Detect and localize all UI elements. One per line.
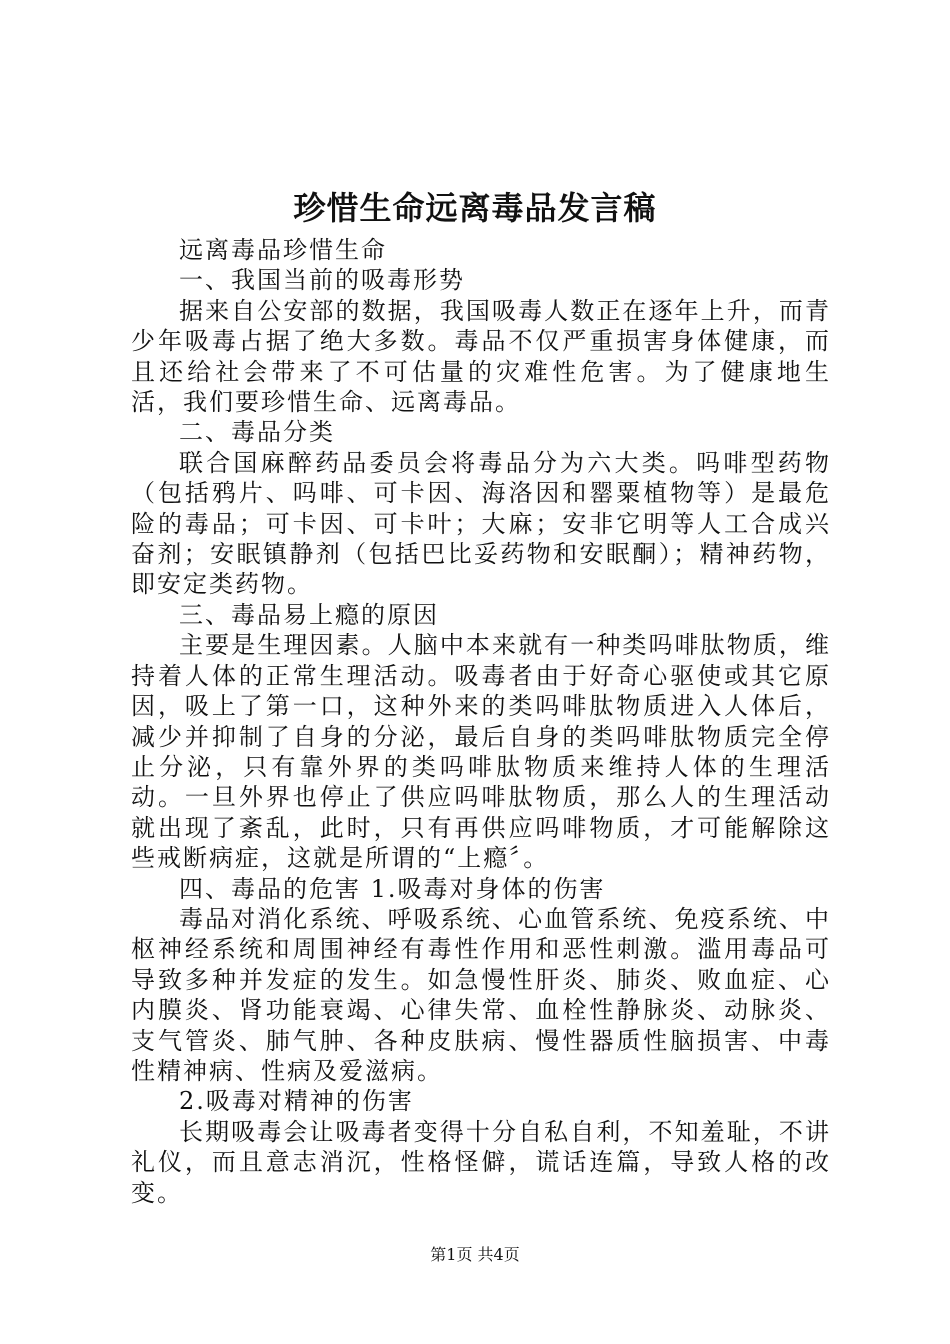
section-heading-4: 四、毒品的危害 1.吸毒对身体的伤害 [179, 874, 606, 903]
section-heading-2: 二、毒品分类 [179, 418, 335, 447]
document-body [131, 235, 831, 1208]
paragraph: 长期吸毒会让吸毒者变得十分自私自利，不知羞耻，不讲礼仪，而且意志消沉，性格怪僻，谎话连篇，导致人格的改变。 [131, 1117, 831, 1207]
subsection-heading: 2.吸毒对精神的伤害 [179, 1087, 414, 1116]
section-heading-3: 三、毒品易上瘾的原因 [179, 600, 439, 629]
section-heading-1: 一、我国当前的吸毒形势 [179, 266, 465, 295]
paragraph: 联合国麻醉药品委员会将毒品分为六大类。吗啡型药物（包括鸦片、吗啡、可卡因、海洛因和罂粟植物等）是最危险的毒品；可卡因、可卡叶；大麻；安非它明等人工合成兴奋剂；安眠镇静剂（包括巴比妥药物和安眠酮）；精神药物，即安定类药物。 [131, 448, 831, 599]
document-title: 珍惜生命远离毒品发言稿 [293, 189, 657, 227]
paragraph: 主要是生理因素。人脑中本来就有一种类吗啡肽物质，维持着人体的正常生理活动。吸毒者由于好奇心驱使或其它原因，吸上了第一口，这种外来的类吗啡肽物质进入人体后，减少并抑制了自身的分泌，最后自身的类吗啡肽物质完全停止分泌，只有靠外界的类吗啡肽物质来维持人体的生理活动。一旦外界也停止了供应吗啡肽物质，那么人的生理活动就出现了紊乱，此时，只有再供应吗啡物质，才可能解除这些戒断病症，这就是所谓的“上瘾〞。 [131, 631, 831, 873]
paragraph: 据来自公安部的数据，我国吸毒人数正在逐年上升，而青少年吸毒占据了绝大多数。毒品不仅严重损害身体健康，而且还给社会带来了不可估量的灾难性危害。为了健康地生活，我们要珍惜生命、远离毒品。 [131, 296, 831, 417]
paragraph-subtitle: 远离毒品珍惜生命 [179, 236, 387, 264]
paragraph: 毒品对消化系统、呼吸系统、心血管系统、免疫系统、中枢神经系统和周围神经有毒性作用和恶性刺激。滥用毒品可导致多种并发症的发生。如急慢性肝炎、肺炎、败血症、心内膜炎、肾功能衰竭、心律失常、血栓性静脉炎、动脉炎、支气管炎、肺气肿、各种皮肤病、慢性器质性脑损害、中毒性精神病、性病及爱滋病。 [131, 904, 831, 1085]
page-footer: 第1页 共4页 [430, 1245, 520, 1264]
